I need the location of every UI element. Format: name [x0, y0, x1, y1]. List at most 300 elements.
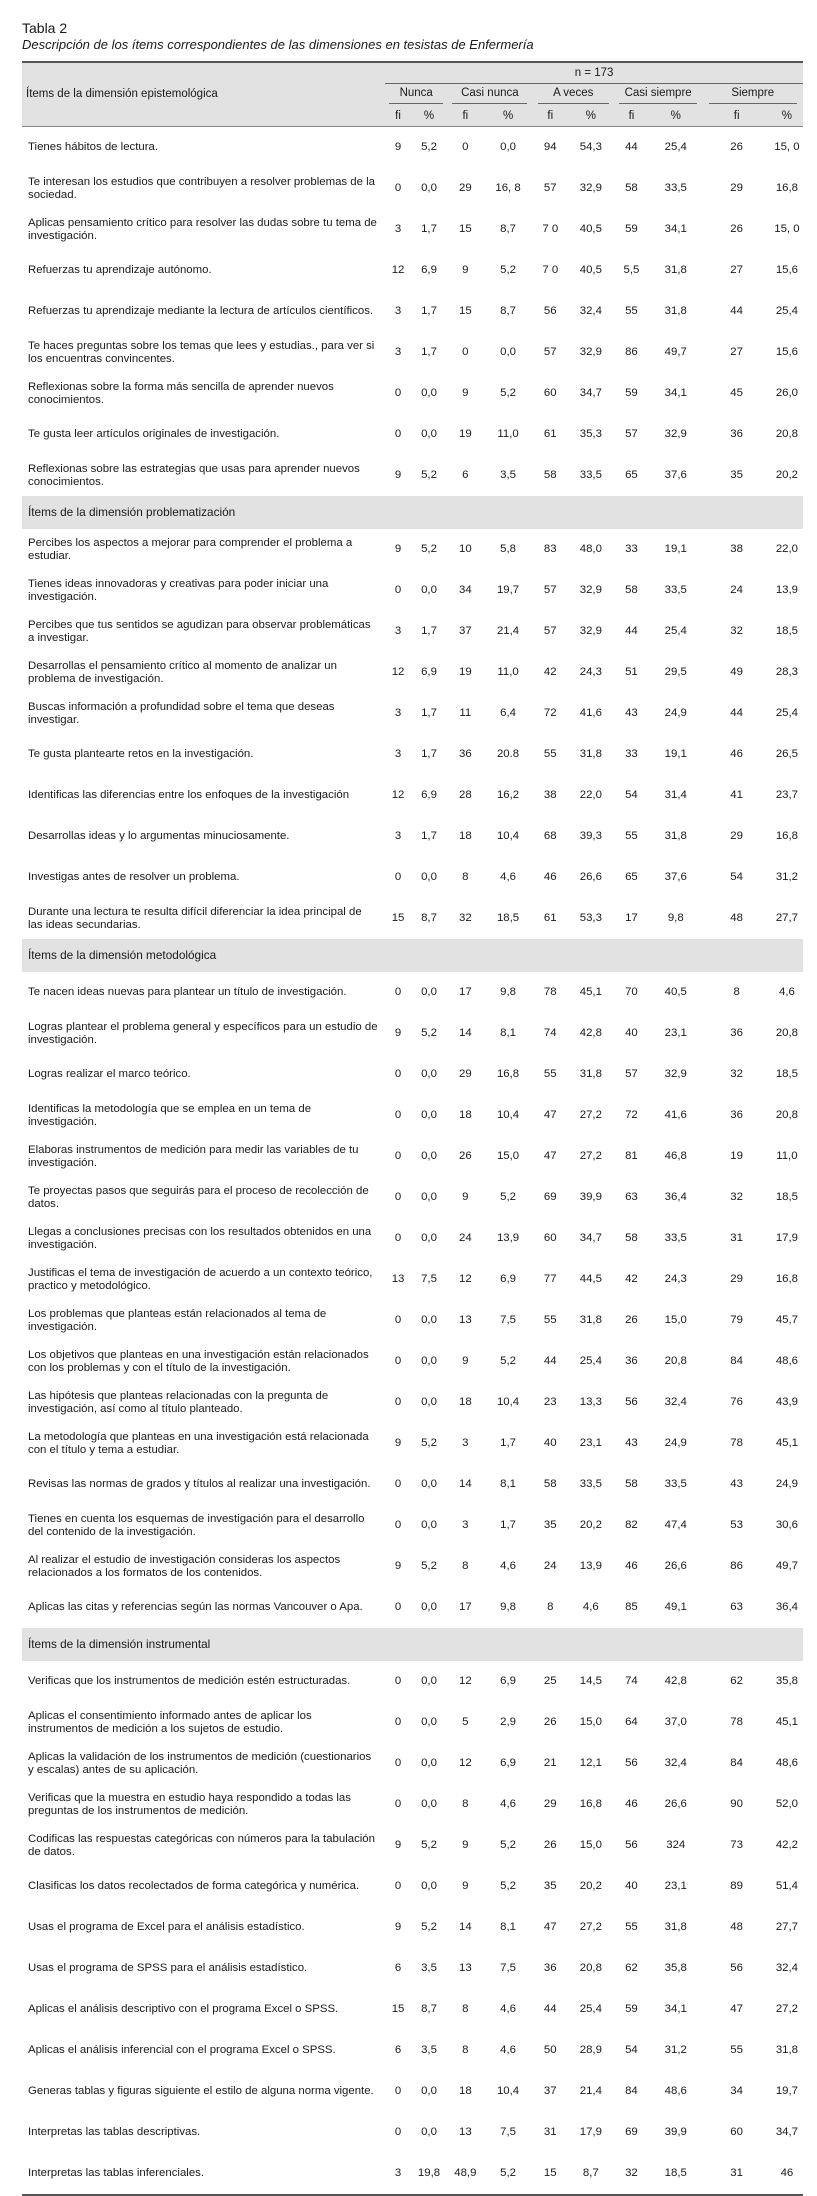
percent-cell: 4,6	[778, 986, 795, 998]
fi-cell: 24	[458, 1232, 472, 1244]
percent-cell: 8,7	[500, 223, 516, 235]
fi-cell: 41	[730, 789, 743, 801]
fi-cell: 44	[730, 305, 743, 317]
percent-cell: 16,8	[775, 182, 798, 194]
percent-cell: 0,0	[421, 387, 437, 399]
fi-cell: 12	[391, 789, 405, 801]
percent-cell: 4,6	[500, 1560, 516, 1572]
fi-cell: 47	[730, 2003, 743, 2015]
fi-cell: 0	[394, 428, 402, 440]
percent-cell: 13,9	[775, 584, 798, 596]
percent-cell: 39,9	[579, 1191, 602, 1203]
percent-cell: 35,8	[775, 1675, 798, 1687]
percent-cell: 1,7	[421, 748, 437, 760]
fi-cell: 37	[458, 625, 472, 637]
section-header	[22, 1628, 803, 1661]
percent-cell: 26,5	[775, 748, 798, 760]
fi-cell: 57	[543, 182, 557, 194]
group-header-nunca: Nunca	[385, 84, 447, 107]
item-text: Percibes que tus sentidos se agudizan para observar problemáticas a investigar.	[28, 618, 371, 644]
sub-header-fi: fi	[614, 106, 649, 127]
fi-cell: 32	[458, 912, 472, 924]
percent-cell: 0,0	[421, 1798, 437, 1810]
section-header	[22, 939, 803, 972]
table-row	[22, 898, 803, 939]
table-row	[22, 2071, 803, 2112]
percent-cell: 36,4	[775, 1601, 798, 1613]
percent-cell: 3,5	[500, 469, 516, 481]
percent-cell: 12,1	[579, 1757, 602, 1769]
percent-cell: 5,2	[421, 1839, 437, 1851]
percent-cell: 19,1	[664, 543, 687, 555]
percent-cell: 5,8	[500, 543, 516, 555]
item-text: Verificas que los instrumentos de medición estén estructuradas.	[28, 1675, 351, 1687]
fi-cell: 13	[391, 1273, 405, 1285]
table-row	[22, 972, 803, 1013]
percent-cell: 32,4	[775, 1962, 798, 1974]
percent-cell: 15,6	[775, 346, 798, 358]
percent-cell: 39,9	[664, 2126, 687, 2138]
percent-cell: 31,2	[775, 871, 798, 883]
percent-cell: 4,6	[500, 2044, 516, 2056]
percent-cell: 32,4	[664, 1757, 687, 1769]
fi-cell: 38	[543, 789, 557, 801]
fi-cell: 29	[730, 182, 743, 194]
percent-cell: 0,0	[421, 2085, 437, 2097]
fi-cell: 43	[625, 707, 638, 719]
percent-cell: 5,2	[421, 141, 437, 153]
fi-cell: 12	[391, 264, 405, 276]
fi-cell: 36	[730, 1027, 743, 1039]
percent-cell: 46	[771, 2153, 803, 2195]
percent-cell: 41,6	[579, 707, 602, 719]
fi-cell: 33	[625, 543, 638, 555]
percent-cell: 27,7	[775, 912, 798, 924]
fi-cell: 15	[458, 223, 472, 235]
table-row	[22, 570, 803, 611]
fi-cell: 0	[462, 141, 469, 153]
table-row	[22, 1948, 803, 1989]
fi-cell: 9	[394, 469, 402, 481]
fi-cell: 36	[625, 1355, 638, 1367]
table-row	[22, 734, 803, 775]
percent-cell: 0,0	[421, 986, 437, 998]
sample-size-header: n = 173	[385, 62, 803, 84]
fi-cell: 3	[394, 707, 402, 719]
sub-header-fi: fi	[533, 106, 568, 127]
table-row	[22, 1013, 803, 1054]
fi-cell: 58	[625, 1232, 638, 1244]
fi-cell: 58	[543, 469, 557, 481]
percent-cell: 5,2	[500, 1355, 516, 1367]
fi-cell: 3	[462, 1437, 469, 1449]
percent-cell: 4,6	[500, 871, 516, 883]
percent-cell: 24,9	[775, 1478, 798, 1490]
fi-cell: 40	[543, 1437, 557, 1449]
fi-cell: 26	[458, 1150, 472, 1162]
fi-cell: 9	[462, 1839, 469, 1851]
percent-cell: 34,7	[579, 1232, 602, 1244]
percent-cell: 15,6	[775, 264, 798, 276]
percent-cell: 7,5	[500, 1314, 516, 1326]
table-row	[22, 2153, 803, 2195]
fi-cell: 63	[625, 1191, 638, 1203]
percent-cell: 8,1	[500, 1478, 516, 1490]
percent-cell: 5,2	[421, 1437, 437, 1449]
fi-cell: 56	[625, 1396, 638, 1408]
percent-cell: 13,9	[496, 1232, 520, 1244]
fi-cell: 0	[394, 1716, 402, 1728]
percent-cell: 30,6	[775, 1519, 798, 1531]
fi-cell: 3	[385, 2153, 411, 2195]
percent-cell: 33,5	[579, 469, 602, 481]
fi-cell: 18	[458, 2085, 472, 2097]
percent-cell: 6,4	[500, 707, 516, 719]
fi-cell: 35	[730, 469, 743, 481]
fi-cell: 9	[462, 264, 469, 276]
item-text: Identificas las diferencias entre los enfoques de la investigación	[28, 789, 350, 801]
fi-cell: 0	[394, 871, 402, 883]
item-text: Tienes ideas innovadoras y creativas para poder iniciar una investigación.	[28, 577, 329, 603]
fi-cell: 46	[625, 1560, 638, 1572]
fi-cell: 54	[625, 2044, 638, 2056]
percent-cell: 15,0	[579, 1716, 602, 1728]
percent-cell: 16,8	[579, 1798, 602, 1810]
percent-cell: 9,8	[667, 912, 684, 924]
table-row	[22, 332, 803, 373]
fi-cell: 17	[458, 1601, 472, 1613]
percent-cell: 25,4	[775, 707, 798, 719]
percent-cell: 10,4	[496, 830, 520, 842]
item-text: Percibes los aspectos a mejorar para comprender el problema a estudiar.	[28, 536, 353, 562]
percent-cell: 0,0	[421, 1191, 437, 1203]
percent-cell: 32,4	[579, 305, 602, 317]
table-row	[22, 414, 803, 455]
percent-cell: 27,7	[775, 1921, 798, 1933]
fi-cell: 8	[547, 1601, 554, 1613]
table-row	[22, 1259, 803, 1300]
percent-cell: 1,7	[421, 625, 437, 637]
percent-cell: 5,2	[500, 1880, 516, 1892]
item-text: Aplicas las citas y referencias según las normas Vancouver o Apa.	[28, 1601, 363, 1613]
fi-cell: 29	[730, 1273, 743, 1285]
fi-cell: 19	[458, 666, 472, 678]
percent-cell: 20,2	[579, 1880, 602, 1892]
item-text: Al realizar el estudio de investigación consideras los aspectos relacionados a los formatos de los contenidos.	[28, 1553, 341, 1579]
table-row	[22, 1784, 803, 1825]
fi-cell: 62	[730, 1675, 743, 1687]
data-table	[22, 61, 803, 2196]
percent-cell: 18,5	[775, 625, 798, 637]
fi-cell: 57	[625, 428, 638, 440]
fi-cell: 55	[625, 305, 638, 317]
percent-cell: 40,5	[664, 986, 687, 998]
fi-cell: 45	[730, 387, 743, 399]
percent-cell: 34,1	[664, 223, 687, 235]
percent-cell: 6,9	[421, 789, 437, 801]
percent-cell: 22,0	[579, 789, 602, 801]
percent-cell: 20,2	[579, 1519, 602, 1531]
fi-cell: 40	[625, 1027, 638, 1039]
fi-cell: 29	[458, 1068, 472, 1080]
fi-cell: 76	[730, 1396, 743, 1408]
item-text: Revisas las normas de grados y títulos al realizar una investigación.	[28, 1478, 371, 1490]
fi-cell: 65	[625, 469, 638, 481]
fi-cell: 10	[458, 543, 472, 555]
fi-cell: 90	[730, 1798, 743, 1810]
fi-cell: 15	[391, 912, 405, 924]
percent-cell: 52,0	[775, 1798, 798, 1810]
percent-cell: 17,9	[775, 1232, 798, 1244]
percent-cell: 5,2	[500, 387, 516, 399]
fi-cell: 47	[543, 1109, 557, 1121]
percent-cell: 48,6	[664, 2085, 687, 2097]
fi-cell: 29	[730, 830, 743, 842]
percent-cell: 20,2	[775, 469, 798, 481]
percent-cell: 0,0	[421, 1109, 437, 1121]
percent-cell: 34,1	[664, 387, 687, 399]
percent-cell: 27,2	[579, 1150, 602, 1162]
item-text: Tienes en cuenta los esquemas de investigación para el desarrollo del contenido de la investigación.	[28, 1512, 365, 1538]
percent-cell: 1,7	[421, 305, 437, 317]
sub-header-fi: fi	[385, 106, 411, 127]
fi-cell: 78	[730, 1437, 743, 1449]
fi-cell: 11	[459, 707, 472, 719]
fi-cell: 58	[625, 1478, 638, 1490]
percent-cell: 6,9	[421, 264, 437, 276]
item-text: Tienes hábitos de lectura.	[28, 141, 159, 153]
fi-cell: 56	[625, 1839, 638, 1851]
percent-cell: 31,8	[775, 2044, 798, 2056]
percent-cell: 26,6	[664, 1798, 687, 1810]
fi-cell: 69	[543, 1191, 557, 1203]
fi-cell: 47	[543, 1921, 557, 1933]
table-row	[22, 1341, 803, 1382]
percent-cell: 27,2	[579, 1109, 602, 1121]
percent-cell: 7,5	[500, 2126, 516, 2138]
percent-cell: 23,7	[775, 789, 798, 801]
fi-cell: 31	[702, 2153, 770, 2195]
fi-cell: 9	[394, 543, 402, 555]
percent-cell: 33,5	[664, 584, 687, 596]
item-text: Te gusta leer artículos originales de investigación.	[28, 428, 280, 440]
fi-cell: 48	[730, 912, 743, 924]
fi-cell: 24	[543, 1560, 557, 1572]
fi-cell: 9	[394, 1839, 402, 1851]
table-header	[22, 62, 803, 127]
fi-cell: 3	[394, 223, 402, 235]
table-row	[22, 1825, 803, 1866]
fi-cell: 8	[462, 2003, 469, 2015]
percent-cell: 0,0	[421, 584, 437, 596]
percent-cell: 0,0	[421, 1601, 437, 1613]
fi-cell: 0	[394, 1519, 402, 1531]
fi-cell: 0	[394, 1601, 402, 1613]
fi-cell: 68	[543, 830, 557, 842]
fi-cell: 72	[625, 1109, 638, 1121]
fi-cell: 57	[543, 346, 557, 358]
fi-cell: 9	[462, 1880, 469, 1892]
fi-cell: 46	[543, 871, 557, 883]
item-text: Aplicas el análisis descriptivo con el programa Excel o SPSS.	[28, 2003, 339, 2015]
fi-cell: 14	[458, 1921, 472, 1933]
percent-cell: 2,9	[500, 1716, 516, 1728]
fi-cell: 78	[543, 986, 557, 998]
percent-cell: 6,9	[500, 1273, 516, 1285]
percent-cell: 8,1	[500, 1027, 516, 1039]
percent-cell: 24,3	[664, 1273, 687, 1285]
percent-cell: 25,4	[579, 2003, 602, 2015]
fi-cell: 8	[733, 986, 740, 998]
percent-cell: 15, 0	[774, 223, 800, 235]
fi-cell: 63	[730, 1601, 743, 1613]
fi-cell: 31	[730, 1232, 743, 1244]
fi-cell: 3	[462, 1519, 469, 1531]
fi-cell: 55	[543, 1314, 557, 1326]
item-text: Clasificas los datos recolectados de forma categórica y numérica.	[28, 1880, 360, 1892]
fi-cell: 46	[730, 748, 743, 760]
table-row	[22, 2112, 803, 2153]
sub-header-fi: fi	[447, 106, 483, 127]
percent-cell: 35,8	[664, 1962, 687, 1974]
item-text: La metodología que planteas en una investigación está relacionada con el título y tema a estudiar.	[28, 1430, 369, 1456]
percent-cell: 5,2	[500, 1191, 516, 1203]
fi-cell: 26	[730, 223, 743, 235]
fi-cell: 0	[394, 2085, 402, 2097]
item-text: Te gusta plantearte retos en la investigación.	[28, 748, 254, 760]
fi-cell: 0	[394, 387, 402, 399]
item-text: Codificas las respuestas categóricas con números para la tabulación de datos.	[28, 1832, 375, 1858]
percent-cell: 0,0	[421, 1396, 437, 1408]
percent-cell: 25,4	[664, 141, 687, 153]
fi-cell: 43	[625, 1437, 638, 1449]
percent-cell: 27,2	[579, 1921, 602, 1933]
percent-cell: 0,0	[421, 1355, 437, 1367]
percent-cell: 20.8	[496, 748, 520, 760]
table-row	[22, 250, 803, 291]
first-column-header: Ítems de la dimensión epistemológica	[22, 62, 385, 127]
percent-cell: 15,0	[579, 1839, 602, 1851]
fi-cell: 0	[394, 1109, 402, 1121]
fi-cell: 9	[394, 1437, 402, 1449]
table-row	[22, 1464, 803, 1505]
percent-cell: 4,6	[500, 2003, 516, 2015]
fi-cell: 9	[394, 1921, 402, 1933]
fi-cell: 59	[625, 2003, 638, 2015]
percent-cell: 33,5	[664, 1232, 687, 1244]
table-row	[22, 857, 803, 898]
percent-cell: 25,4	[775, 305, 798, 317]
fi-cell: 59	[625, 387, 638, 399]
fi-cell: 8	[462, 1560, 469, 1572]
fi-cell: 9	[462, 387, 469, 399]
fi-cell: 78	[730, 1716, 743, 1728]
fi-cell: 32	[614, 2153, 649, 2195]
percent-cell: 6,9	[500, 1675, 516, 1687]
group-header-casi-siempre: Casi siempre	[614, 84, 703, 107]
fi-cell: 49	[730, 666, 743, 678]
fi-cell: 44	[625, 625, 638, 637]
fi-cell: 34	[458, 584, 472, 596]
fi-cell: 36	[730, 428, 743, 440]
sub-header-pct: %	[411, 106, 447, 127]
fi-cell: 12	[458, 1675, 472, 1687]
fi-cell: 32	[730, 625, 743, 637]
percent-cell: 10,4	[496, 1396, 520, 1408]
item-text: Te haces preguntas sobre los temas que lees y estudias., para ver si los encuentras convincentes.	[28, 339, 375, 365]
percent-cell: 5,2	[421, 469, 437, 481]
percent-cell: 13,9	[579, 1560, 602, 1572]
table-row	[22, 693, 803, 734]
percent-cell: 1,7	[421, 346, 437, 358]
percent-cell: 53,3	[579, 912, 602, 924]
fi-cell: 57	[625, 1068, 638, 1080]
item-text: Buscas información a profundidad sobre el tema que deseas investigar.	[28, 700, 335, 726]
percent-cell: 49,1	[664, 1601, 687, 1613]
percent-cell: 16,2	[496, 789, 520, 801]
fi-cell: 81	[625, 1150, 638, 1162]
fi-cell: 13	[458, 1962, 472, 1974]
section-header	[22, 496, 803, 529]
percent-cell: 14,5	[579, 1675, 602, 1687]
fi-cell: 89	[730, 1880, 743, 1892]
fi-cell: 54	[730, 871, 743, 883]
group-header-casi-nunca: Casi nunca	[447, 84, 532, 107]
percent-cell: 45,1	[775, 1716, 798, 1728]
table-row	[22, 1866, 803, 1907]
percent-cell: 31,8	[664, 264, 687, 276]
fi-cell: 6	[394, 2044, 402, 2056]
percent-cell: 42,8	[579, 1027, 602, 1039]
fi-cell: 3	[394, 748, 402, 760]
item-text: Investigas antes de resolver un problema.	[28, 871, 240, 883]
item-text: Usas el programa de Excel para el análisis estadístico.	[28, 1921, 305, 1933]
item-text: Te nacen ideas nuevas para plantear un título de investigación.	[28, 986, 347, 998]
percent-cell: 4,6	[500, 1798, 516, 1810]
fi-cell: 94	[543, 141, 557, 153]
item-text: Elaboras instrumentos de medición para medir las variables de tu investigación.	[28, 1143, 359, 1169]
percent-cell: 16,8	[496, 1068, 520, 1080]
section-title: Ítems de la dimensión instrumental	[22, 1628, 803, 1661]
fi-cell: 36	[543, 1962, 557, 1974]
item-text: Los problemas que planteas están relacionados al tema de investigación.	[28, 1307, 327, 1333]
fi-cell: 29	[543, 1798, 557, 1810]
fi-cell: 79	[730, 1314, 743, 1326]
fi-cell: 6	[394, 1962, 402, 1974]
fi-cell: 58	[543, 1478, 557, 1490]
sub-header-pct: %	[483, 106, 532, 127]
percent-cell: 18,5	[649, 2153, 702, 2195]
table-row	[22, 1382, 803, 1423]
fi-cell: 86	[625, 346, 638, 358]
percent-cell: 31,8	[664, 830, 687, 842]
percent-cell: 20,8	[775, 1027, 798, 1039]
table-row	[22, 1989, 803, 2030]
percent-cell: 42,2	[775, 1839, 798, 1851]
fi-cell: 28	[458, 789, 472, 801]
fi-cell: 32	[730, 1068, 743, 1080]
percent-cell: 1,7	[421, 223, 437, 235]
fi-cell: 38	[730, 543, 743, 555]
fi-cell: 35	[543, 1880, 557, 1892]
percent-cell: 29,5	[664, 666, 687, 678]
item-text: Usas el programa de SPSS para el análisis estadístico.	[28, 1962, 308, 1974]
fi-cell: 18	[458, 1109, 472, 1121]
fi-cell: 36	[730, 1109, 743, 1121]
percent-cell: 23,1	[664, 1880, 687, 1892]
fi-cell: 0	[394, 584, 402, 596]
fi-cell: 0	[394, 1314, 402, 1326]
